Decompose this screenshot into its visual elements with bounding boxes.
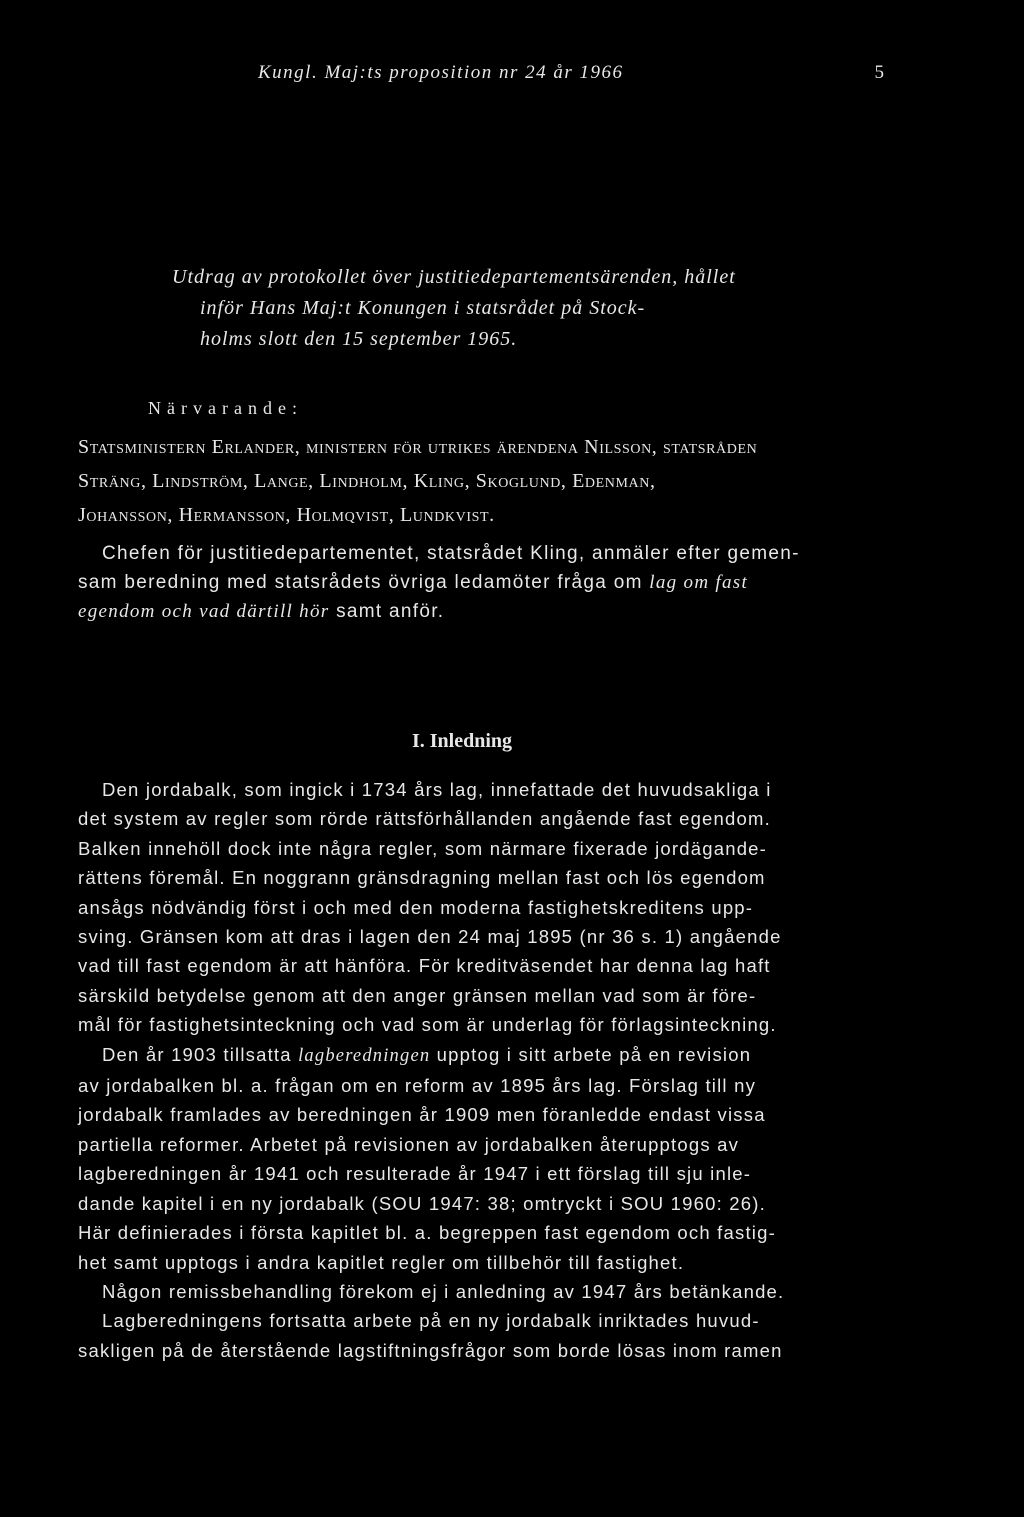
running-head: Kungl. Maj:ts proposition nr 24 år 1966 [258, 62, 624, 83]
body-line: sving. Gränsen kom att dras i lagen den 24 maj 1895 (nr 36 s. 1) angående [78, 926, 782, 948]
intro-text: sam beredning med statsrådets övriga ledamöter fråga om [78, 572, 643, 593]
body-text-run: Den år 1903 tillsatta [102, 1043, 292, 1065]
body-line: rättens föremål. En noggrann gränsdragning mellan fast och lös egendom [78, 867, 766, 889]
excerpt-line: holms slott den 15 september 1965. [200, 328, 518, 350]
intro-italic-title: egendom och vad därtill hör [78, 601, 330, 622]
attendees-line: Sträng, Lindström, Lange, Lindholm, Kling, Skoglund, Edenman, [78, 470, 656, 492]
section-title: I. Inledning [411, 730, 513, 752]
attendees-line: Johansson, Hermansson, Holmqvist, Lundkvist. [78, 504, 495, 526]
body-line: Här definierades i första kapitlet bl. a. begreppen fast egendom och fastig- [78, 1222, 776, 1244]
body-line: dande kapitel i en ny jordabalk (SOU 1947: 38; omtryckt i SOU 1960: 26). [78, 1192, 766, 1214]
body-line: Balken innehöll dock inte några regler, som närmare fixerade jordägande- [78, 837, 768, 859]
intro-line [78, 597, 900, 626]
body-line: Den jordabalk, som ingick i 1734 års lag, innefattade det huvudsakliga i [102, 779, 772, 800]
protocol-excerpt-heading [172, 262, 907, 355]
body-text [78, 775, 900, 1365]
body-line: jordabalk framlades av beredningen år 1909 men föranledde endast vissa [78, 1104, 766, 1126]
intro-line [78, 568, 900, 597]
body-line: vad till fast egendom är att hänföra. För kreditväsendet har denna lag haft [78, 955, 771, 977]
body-line: särskild betydelse genom att den anger gränsen mellan vad som är före- [78, 984, 757, 1006]
excerpt-line: inför Hans Maj:t Konungen i statsrådet på Stock- [200, 297, 646, 319]
intro-text: samt anför. [336, 601, 445, 622]
intro-italic-title: lag om fast [649, 572, 749, 593]
present-label: Närvarande: [148, 398, 303, 418]
excerpt-line: Utdrag av protokollet över justitiedepartementsärenden, hållet [172, 266, 736, 288]
body-line: av jordabalken bl. a. frågan om en reform av 1895 års lag. Förslag till ny [78, 1075, 757, 1097]
intro-paragraph [78, 539, 900, 626]
body-line: Lagberedningens fortsatta arbete på en ny jordabalk inriktades huvud- [102, 1310, 760, 1332]
body-italic-term: lagberedningen [298, 1045, 431, 1066]
body-line: Någon remissbehandling förekom ej i anledning av 1947 års betänkande. [102, 1280, 785, 1302]
body-line: det system av regler som rörde rättsförhållanden angående fast egendom. [78, 808, 771, 830]
body-line: mål för fastighetsinteckning och vad som är underlag för förlagsinteckning. [78, 1014, 777, 1036]
intro-line: Chefen för justitiedepartementet, statsrådet Kling, anmäler efter gemen- [102, 543, 800, 564]
body-line [78, 1040, 900, 1071]
body-line: lagberedningen år 1941 och resulterade år 1947 i ett förslag till sju inle- [78, 1163, 752, 1185]
page-number: 5 [874, 62, 884, 83]
body-line: ansågs nödvändig först i och med den moderna fastighetskreditens upp- [78, 896, 754, 918]
attendees-list [78, 430, 908, 532]
body-line: het samt upptogs i andra kapitlet regler om tillbehör till fastighet. [78, 1251, 685, 1273]
body-line: sakligen på de återstående lagstiftningsfrågor som borde lösas inom ramen [78, 1339, 783, 1361]
body-line: partiella reformer. Arbetet på revisionen av jordabalken återupptogs av [78, 1133, 740, 1155]
attendees-line: Statsministern Erlander, ministern för utrikes ärendena Nilsson, statsråden [78, 436, 758, 458]
body-text-run: upptog i sitt arbete på en revision [436, 1043, 752, 1065]
